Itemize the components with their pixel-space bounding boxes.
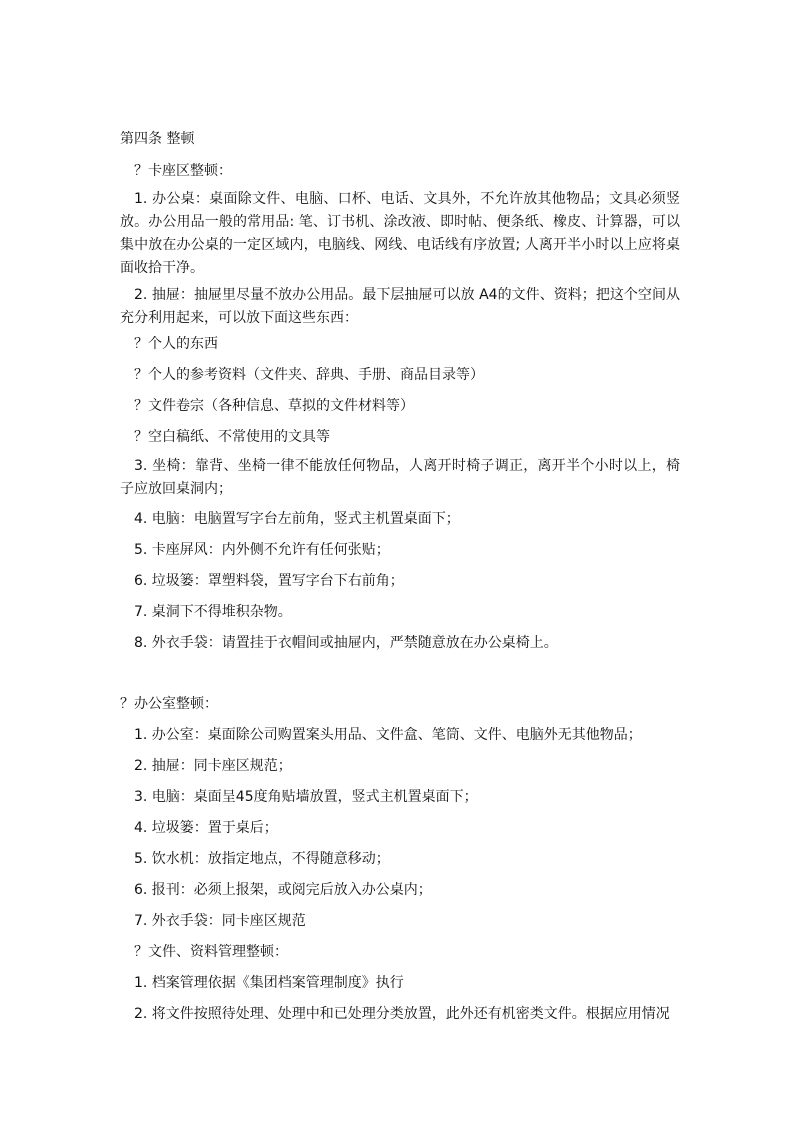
office-item-5: 5. 饮水机：放指定地点，不得随意移动； (134, 851, 390, 867)
seat-area-item-2: 2. 抽屉：抽屉里尽量不放办公用品。最下层抽屉可以放 A4的文件、资料；把这个空间从充分利用起来，可以放下面这些东西： (120, 287, 680, 326)
seat-area-sub-4: ？空白稿纸、不常使用的文具等 (134, 429, 330, 445)
files-item-1: 1. 档案管理依据《集团档案管理制度》执行 (134, 975, 404, 991)
files-heading: ？文件、资料管理整顿： (134, 944, 288, 960)
seat-area-item-1: 1. 办公桌：桌面除文件、电脑、口杯、电话、文具外，不允许放其他物品；文具必须竖放。办公用品一般的常用品: 笔、订书机、涂改液、即时帖、便条纸、橡皮、计算器，可以集中放在办公桌的一定区域内，电脑线、网线、电话线有序放置; 人离开半小时以上应将桌面收拾干净。 (120, 191, 680, 276)
section-title: 第四条 整顿 (120, 131, 195, 147)
seat-area-item-4: 4. 电脑：电脑置写字台左前角，竖式主机置桌面下； (134, 511, 460, 527)
office-item-3: 3. 电脑：桌面呈45度角贴墙放置，竖式主机置桌面下； (134, 789, 478, 805)
seat-area-item-3: 3. 坐椅：靠背、坐椅一律不能放任何物品，人离开时椅子调正，离开半个小时以上，椅子应放回桌洞内； (120, 458, 680, 497)
office-item-2: 2. 抽屉：同卡座区规范； (134, 758, 292, 774)
seat-area-sub-2: ？个人的参考资料（文件夹、辞典、手册、商品目录等） (134, 367, 484, 383)
office-item-6: 6. 报刊：必须上报架，或阅完后放入办公桌内； (134, 882, 432, 898)
seat-area-item-7: 7. 桌洞下不得堆积杂物。 (134, 604, 292, 620)
files-item-2: 2. 将文件按照待处理、处理中和已处理分类放置，此外还有机密类文件。根据应用情况 (134, 1006, 670, 1022)
seat-area-sub-1: ？个人的东西 (134, 336, 218, 352)
seat-area-item-6: 6. 垃圾篓：罩塑料袋，置写字台下右前角； (134, 573, 404, 589)
office-item-7: 7. 外衣手袋：同卡座区规范 (134, 913, 306, 929)
office-heading: ？办公室整顿： (120, 696, 218, 712)
seat-area-item-8: 8. 外衣手袋：请置挂于衣帽间或抽屉内，严禁随意放在办公桌椅上。 (134, 635, 558, 651)
seat-area-sub-3: ？文件卷宗（各种信息、草拟的文件材料等） (134, 398, 414, 414)
office-item-4: 4. 垃圾篓：置于桌后； (134, 820, 278, 836)
seat-area-heading: ？卡座区整顿： (134, 163, 232, 179)
office-item-1: 1. 办公室：桌面除公司购置案头用品、文件盒、笔筒、文件、电脑外无其他物品； (134, 727, 642, 743)
seat-area-item-5: 5. 卡座屏风：内外侧不允许有任何张贴； (134, 542, 390, 558)
